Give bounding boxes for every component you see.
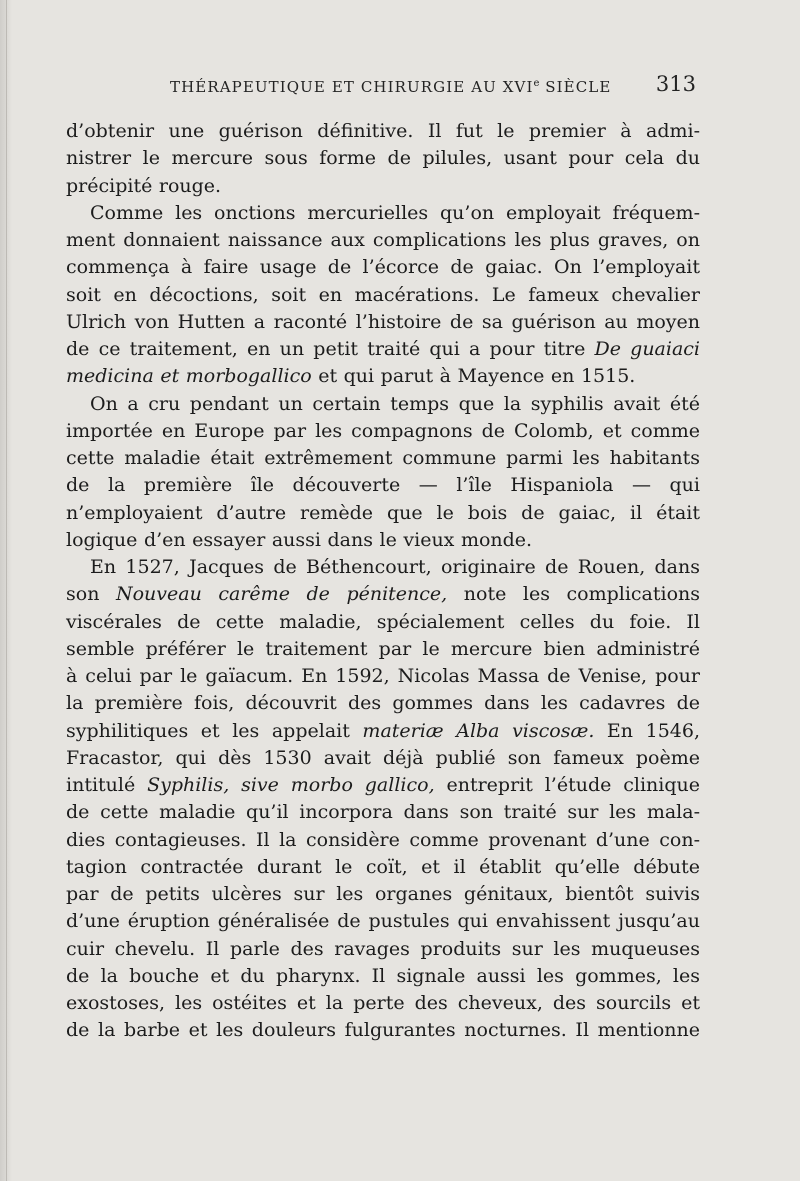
text-line — [66, 118, 700, 145]
text-line — [66, 500, 700, 527]
text-line — [66, 445, 700, 472]
text-line — [66, 309, 700, 336]
running-title — [170, 78, 611, 96]
text-run: semble préférer le traitement par le mercure bien administré — [66, 637, 700, 660]
text-run: importée en Europe par les compagnons de Colomb, et comme — [66, 419, 700, 442]
text-line — [66, 963, 700, 990]
text-line — [66, 745, 700, 772]
text-run: Comme les onctions mercurielles qu’on employait fréquem- — [90, 201, 700, 224]
text-line — [66, 145, 700, 172]
text-run: de ce traitement, en un petit traité qui a pour titre — [66, 338, 595, 360]
text-line — [66, 609, 700, 636]
text-run: de la barbe et les douleurs fulgurantes nocturnes. Il mentionne — [66, 1019, 700, 1042]
text-run: à celui par le gaïacum. En 1592, Nicolas Massa de Venise, pour — [66, 665, 700, 687]
text-line — [66, 418, 700, 445]
text-run: syphilitiques et les appelait — [66, 719, 363, 742]
text-run: la première fois, découvrit des gommes dans les cadavres de — [66, 692, 700, 715]
text-line — [66, 391, 700, 418]
text-run: En 1546, — [594, 719, 700, 742]
running-head — [66, 72, 700, 106]
text-run: On a cru pendant un certain temps que la syphilis avait été — [90, 392, 700, 415]
italic-title: Syphilis, sive morbo gallico, — [147, 774, 435, 796]
running-title-superscript: e — [533, 78, 540, 89]
text-run: nistrer le mercure sous forme de pilules, usant pour cela du — [66, 147, 700, 170]
text-line — [66, 554, 700, 581]
text-line — [66, 1017, 700, 1044]
text-line — [66, 173, 700, 200]
text-run: et qui parut à Mayence en 1515. — [311, 365, 636, 388]
text-run: de la première île découverte — l’île Hispaniola — qui — [66, 474, 700, 497]
text-run: cuir chevelu. Il parle des ravages produits sur les muqueuses — [66, 937, 700, 960]
text-line — [66, 908, 700, 935]
text-line — [66, 336, 700, 363]
text-line — [66, 363, 700, 390]
text-run: dies contagieuses. Il la considère comme provenant d’une con- — [66, 828, 700, 851]
text-line — [66, 827, 700, 854]
italic-title: medicina et morbogallico — [66, 365, 312, 388]
text-run: En 1527, Jacques de Béthencourt, originaire de Rouen, dans — [90, 556, 700, 578]
text-run: intitulé — [66, 774, 148, 796]
text-line — [66, 227, 700, 254]
italic-title: Nouveau carême de pénitence, — [115, 583, 448, 606]
text-run: tagion contractée durant le coït, et il établit qu’elle débute — [66, 855, 700, 878]
text-run: précipité rouge. — [66, 174, 222, 197]
text-run: d’obtenir une guérison définitive. Il fut le premier à admi- — [66, 120, 700, 142]
text-run: Ulrich von Hutten a raconté l’histoire de sa guérison au moyen — [66, 310, 700, 333]
text-line — [66, 254, 700, 281]
text-line — [66, 854, 700, 881]
text-run: note les complications — [447, 583, 701, 606]
text-run: son — [66, 583, 116, 606]
text-run: soit en décoctions, soit en macérations. Le fameux chevalier — [66, 283, 700, 306]
page-binding-line — [6, 0, 7, 1181]
text-run: n’employaient d’autre remède que le bois de gaiac, il était — [66, 501, 700, 524]
text-run: logique d’en essayer aussi dans le vieux monde. — [66, 528, 533, 551]
italic-title: De guaiaci — [594, 338, 701, 360]
text-line — [66, 772, 700, 799]
text-run: de la bouche et du pharynx. Il signale aussi les gommes, les — [66, 964, 700, 987]
text-run: viscérales de cette maladie, spécialement celles du foie. Il — [66, 610, 700, 633]
running-title-end: SIÈCLE — [539, 78, 612, 96]
text-line — [66, 200, 700, 227]
text-run: d’une éruption généralisée de pustules qui envahissent jusqu’au — [66, 910, 700, 933]
text-run: entreprit l’étude clinique — [434, 774, 700, 796]
text-line — [66, 881, 700, 908]
text-run: de cette maladie qu’il incorpora dans son traité sur les mala- — [66, 801, 700, 824]
text-line — [66, 472, 700, 499]
text-line — [66, 581, 700, 608]
italic-title: materiæ Alba viscosæ. — [362, 719, 595, 742]
text-run: cette maladie était extrêmement commune parmi les habitants — [66, 447, 700, 469]
text-line — [66, 990, 700, 1017]
text-line — [66, 636, 700, 663]
text-line — [66, 936, 700, 963]
text-line — [66, 282, 700, 309]
text-run: exostoses, les ostéites et la perte des cheveux, des sourcils et — [66, 992, 700, 1014]
text-run: ment donnaient naissance aux complications les plus graves, on — [66, 229, 700, 251]
running-title-main: THÉRAPEUTIQUE ET CHIRURGIE AU XVI — [170, 78, 534, 96]
text-run: par de petits ulcères sur les organes génitaux, bientôt suivis — [66, 883, 700, 905]
text-run: Fracastor, qui dès 1530 avait déjà publié son fameux poème — [66, 746, 700, 769]
body-text — [66, 118, 700, 1045]
text-line — [66, 718, 700, 745]
page-number: 313 — [655, 72, 696, 96]
text-line — [66, 663, 700, 690]
text-run: commença à faire usage de l’écorce de gaiac. On l’employait — [66, 256, 700, 279]
text-line — [66, 799, 700, 826]
text-line — [66, 527, 700, 554]
text-line — [66, 690, 700, 717]
